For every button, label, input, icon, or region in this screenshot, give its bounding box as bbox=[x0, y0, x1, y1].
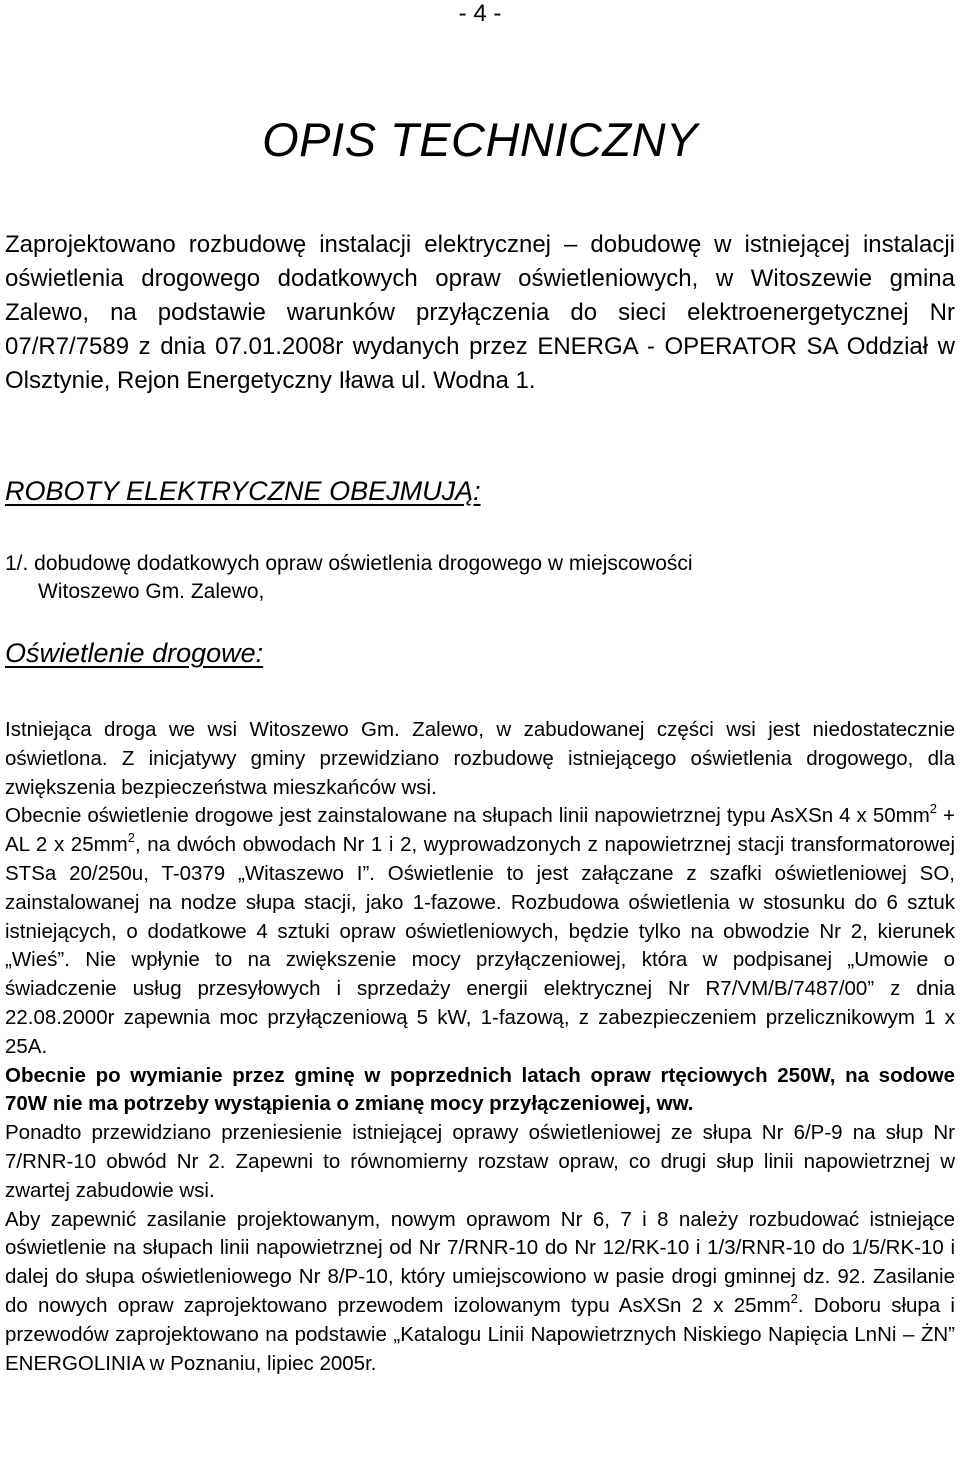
superscript: 2 bbox=[127, 830, 135, 846]
paragraph-text: Obecnie oświetlenie drogowe jest zainstalowane na słupach linii napowietrznej typu AsXSn 4 x 50mm bbox=[5, 804, 930, 828]
document-title: OPIS TECHNICZNY bbox=[262, 113, 698, 166]
bold-paragraph: Obecnie po wymianie przez gminę w poprzednich latach opraw rtęciowych 250W, na sodowe 70W nie ma potrzeby wystąpienia o zmianę mocy przyłączeniowej, ww. bbox=[5, 1063, 955, 1116]
paragraph-text: , na dwóch obwodach Nr 1 i 2, wyprowadzonych z napowietrznej stacji transformatorowej STSa 20/250u, T-0379 „Witaszewo I”. Oświetlenie to jest załączane z szafki oświetleniowej SO, zainstalowanej na nodze słupa stacji, jako 1-fazowe. Rozbudowa oświetlenia w stosunku do 6 sztuk istniejących, o dodatkowe 4 sztuki opraw oświetleniowych, będzie tylko na obwodzie Nr 2, kierunek „Wieś”. Nie wpłynie to na zwiększenie mocy przyłączeniowej, która w podpisanej „Umowie o świadczenie usług przesyłowych i sprzedaży energii elektrycznej Nr R7/VM/B/7487/00” z dnia 22.08.2000r zapewnia moc przyłączeniową 5 kW, 1-fazową, z zabezpieczeniem przelicznikowym 1 x 25A. bbox=[5, 833, 955, 1058]
section-heading-oswietlenie: Oświetlenie drogowe: bbox=[5, 638, 264, 668]
list-item-line: 1/. dobudowę dodatkowych opraw oświetlenia drogowego w miejscowości bbox=[5, 552, 693, 575]
section-body bbox=[5, 716, 955, 1378]
superscript: 2 bbox=[929, 801, 938, 817]
paragraph: Ponadto przewidziano przeniesienie istniejącej oprawy oświetleniowej ze słupa Nr 6/P-9 na słup Nr 7/RNR-10 obwód Nr 2. Zapewni to równomierny rozstaw opraw, co drugi słup linii napowietrznej w zwartej zabudowie wsi. bbox=[5, 1121, 955, 1202]
paragraph bbox=[5, 1206, 955, 1379]
list-item bbox=[5, 550, 955, 606]
paragraph: Istniejąca droga we wsi Witoszewo Gm. Zalewo, w zabudowanej części wsi jest niedostatecznie oświetlona. Z inicjatywy gminy przewidziano rozbudowę istniejącego oświetlenia drogowego, dla zwiększenia bezpieczeństwa mieszkańców wsi. bbox=[5, 718, 955, 799]
superscript: 2 bbox=[790, 1290, 798, 1306]
page-number: - 4 - bbox=[458, 0, 502, 27]
paragraph bbox=[5, 802, 955, 1061]
paragraph-text: + AL 2 x 25mm bbox=[5, 804, 955, 857]
section-heading-roboty: ROBOTY ELEKTRYCZNE OBEJMUJĄ: bbox=[5, 476, 481, 506]
paragraph-text: Aby zapewnić zasilanie projektowanym, nowym oprawom Nr 6, 7 i 8 należy rozbudować istniejące oświetlenie na słupach linii napowietrznej od Nr 7/RNR-10 do Nr 12/RK-10 i 1/3/RNR-10 do 1/5/RK-10 i dalej do słupa oświetleniowego Nr 8/P-10, który umiejscowiono w pasie drogi gminnej dz. 92. Zasilanie do nowych opraw zaprojektowano przewodem izolowanym typu AsXSn 2 x 25mm bbox=[5, 1207, 955, 1317]
intro-paragraph: Zaprojektowano rozbudowę instalacji elektrycznej – dobudowę w istniejącej instalacji oświetlenia drogowego dodatkowych opraw oświetleniowych, w Witoszewie gmina Zalewo, na podstawie warunków przyłączenia do sieci elektroenergetycznej Nr 07/R7/7589 z dnia 07.01.2008r wydanych przez ENERGA - OPERATOR SA Oddział w Olsztynie, Rejon Energetyczny Iława ul. Wodna 1. bbox=[5, 231, 955, 394]
list-item-continuation: Witoszewo Gm. Zalewo, bbox=[38, 580, 265, 603]
paragraph-text: . Doboru słupa i przewodów zaprojektowano na podstawie „Katalogu Linii Napowietrznych Niskiego Napięcia LnNi – ŻN” ENERGOLINIA w Poznaniu, lipiec 2005r. bbox=[5, 1293, 955, 1375]
